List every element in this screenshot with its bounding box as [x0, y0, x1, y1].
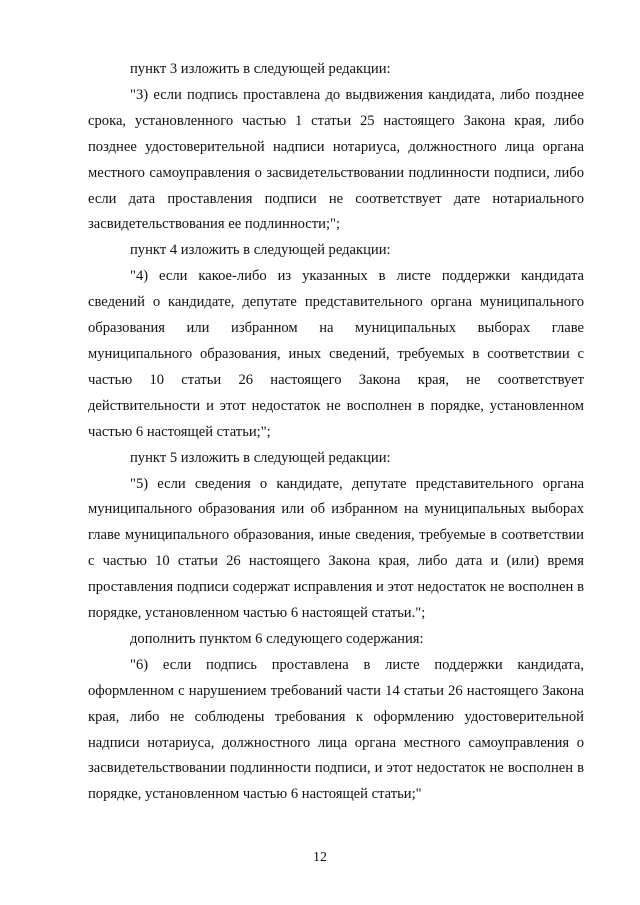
document-body [88, 57, 584, 808]
quoted-item-3-paragraph: "3) если подпись проставлена до выдвижения кандидата, либо позднее срока, установленного частью 1 статьи 25 настоящего Закона края, либо позднее удостоверительной надписи нотариуса, должностного лица органа местного самоуправления о засвидетельствовании подлинности подписи, либо если дата проставления подписи не соответствует дате нотариального засвидетельствования ее подлинности;"; [88, 86, 584, 233]
instruction-paragraph-3: пункт 5 изложить в следующей редакции: [130, 449, 391, 466]
instruction-paragraph-2: пункт 4 изложить в следующей редакции: [130, 242, 391, 259]
page-number: 12 [313, 850, 327, 865]
quoted-item-4-paragraph: "4) если какое-либо из указанных в листе поддержки кандидата сведений о кандидате, депутате представительного органа муниципального образования или избранном на муниципальных выборах главе муниципального образования, иных сведений, требуемых в соответствии с частью 10 статьи 26 настоящего Закона края, не соответствует действительности и этот недостаток не восполнен в порядке, установленном частью 6 настоящей статьи;"; [88, 268, 584, 440]
instruction-paragraph-4: дополнить пунктом 6 следующего содержания: [130, 630, 424, 647]
instruction-paragraph-1: пункт 3 изложить в следующей редакции: [130, 61, 391, 77]
quoted-item-6-paragraph: "6) если подпись проставлена в листе поддержки кандидата, оформленном с нарушением требований части 14 статьи 26 настоящего Закона края, либо не соблюдены требования к оформлению удостоверительной надписи нотариуса, должностного лица органа местного самоуправления о засвидетельствовании подлинности подписи, и этот недостаток не восполнен в порядке, установленном частью 6 настоящей статьи;" [88, 656, 584, 803]
quoted-item-5-paragraph: "5) если сведения о кандидате, депутате представительного органа муниципального образования или об избранном на муниципальных выборах главе муниципального образования, иные сведения, требуемые в соответствии с частью 10 статьи 26 настоящего Закона края, либо дата и (или) время проставления подписи содержат исправления и этот недостаток не восполнен в порядке, установленном частью 6 настоящей статьи."; [88, 475, 584, 622]
